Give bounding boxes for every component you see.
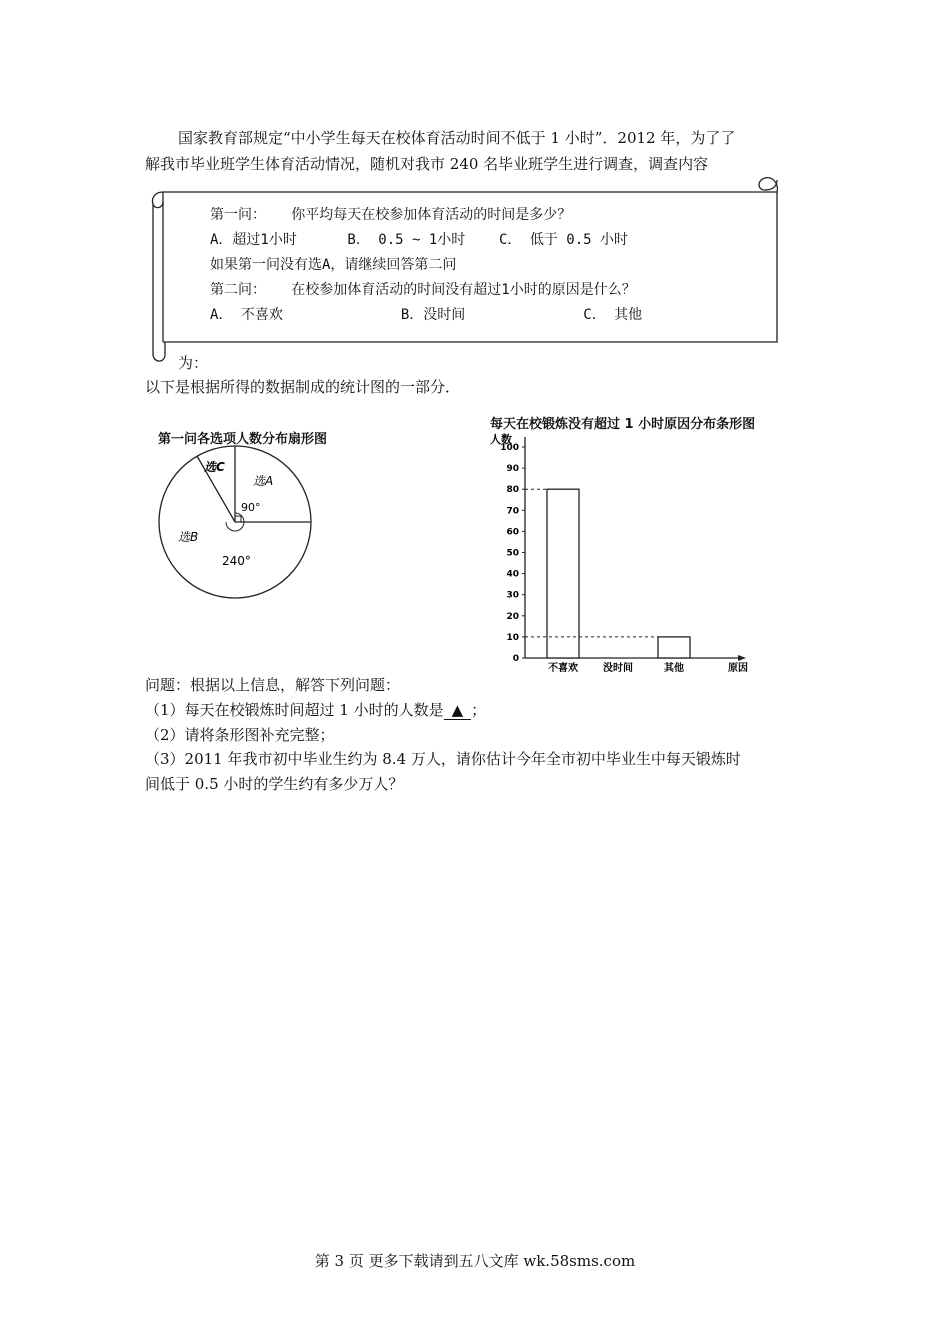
y-tick-label: 30: [506, 590, 519, 601]
intro-line-1: 国家教育部规定“中小学生每天在校体育活动时间不低于 1 小时”．2012 年，为了了: [178, 129, 736, 147]
y-tick-label: 90: [506, 464, 519, 475]
pie-angle-b: 240°: [222, 554, 251, 568]
bar-chart-title: 每天在校锻炼没有超过 1 小时原因分布条形图: [490, 417, 756, 432]
pie-label-c: 选C: [204, 460, 225, 474]
x-axis-arrow: [738, 655, 746, 661]
intro-line-2: 解我市毕业班学生体育活动情况，随机对我市 240 名毕业班学生进行调查，调查内容: [145, 155, 709, 173]
pie-title: 第一问各选项人数分布扇形图: [158, 432, 328, 447]
pie-label-a: 选A: [253, 474, 274, 488]
bar-chart-xlabel: 原因: [728, 663, 748, 674]
pie-chart: [150, 445, 320, 615]
y-tick-label: 40: [506, 569, 519, 580]
survey-question-1: 第一问： 你平均每天在校参加体育活动的时间是多少？: [210, 207, 572, 223]
question-3-line-1: （3）2011 年我市初中毕业生约为 8.4 万人，请你估计今年全市初中毕业生中每天锻炼时: [145, 750, 741, 768]
intro-line-3: 以下是根据所得的数据制成的统计图的一部分．: [145, 378, 461, 396]
y-tick-label: 0: [512, 654, 519, 664]
y-tick-label: 60: [506, 527, 519, 538]
survey-question-1-options: A．超过1小时 B． 0.5 ~ 1小时 C． 低于 0.5 小时: [210, 232, 629, 248]
question-2: （2）请将条形图补充完整；: [145, 726, 335, 744]
x-category-label: 没时间: [603, 663, 633, 674]
question-1-text: （1）每天在校锻炼时间超过 1 小时的人数是: [145, 701, 444, 719]
intro-after-scroll: 为：: [178, 354, 209, 372]
survey-note: 如果第一问没有选A，请继续回答第二问: [210, 257, 457, 273]
pie-label-b: 选B: [178, 530, 199, 544]
questions-header: 问题：根据以上信息，解答下列问题：: [145, 676, 401, 694]
y-tick-label: 20: [506, 611, 519, 622]
page-footer: 第 3 页 更多下载请到五八文库 wk.58sms.com: [314, 1252, 636, 1270]
right-angle-mark: [235, 516, 241, 522]
x-category-label: 不喜欢: [548, 663, 578, 674]
bar-chart-ylabel: 人数: [490, 433, 512, 446]
y-tick-label: 80: [506, 485, 519, 496]
bar-3: [658, 637, 690, 658]
survey-question-2-options: A． 不喜欢 B．没时间 C． 其他: [210, 307, 643, 323]
bar-chart: [480, 425, 770, 680]
question-3-line-2: 间低于 0.5 小时的学生约有多少万人？: [145, 775, 404, 793]
question-1: [145, 697, 486, 723]
y-tick-label: 70: [506, 506, 519, 517]
pie-angle-a: 90°: [241, 501, 261, 514]
y-tick-label: 50: [506, 548, 519, 559]
y-tick-label: 100: [500, 443, 519, 453]
x-category-label: 其他: [664, 663, 684, 674]
survey-question-2: 第二问： 在校参加体育活动的时间没有超过1小时的原因是什么？: [210, 282, 636, 298]
bar-1: [547, 489, 579, 658]
y-tick-label: 10: [506, 632, 519, 643]
question-1-blank: ▲: [444, 701, 472, 720]
question-1-end: ；: [471, 701, 487, 719]
